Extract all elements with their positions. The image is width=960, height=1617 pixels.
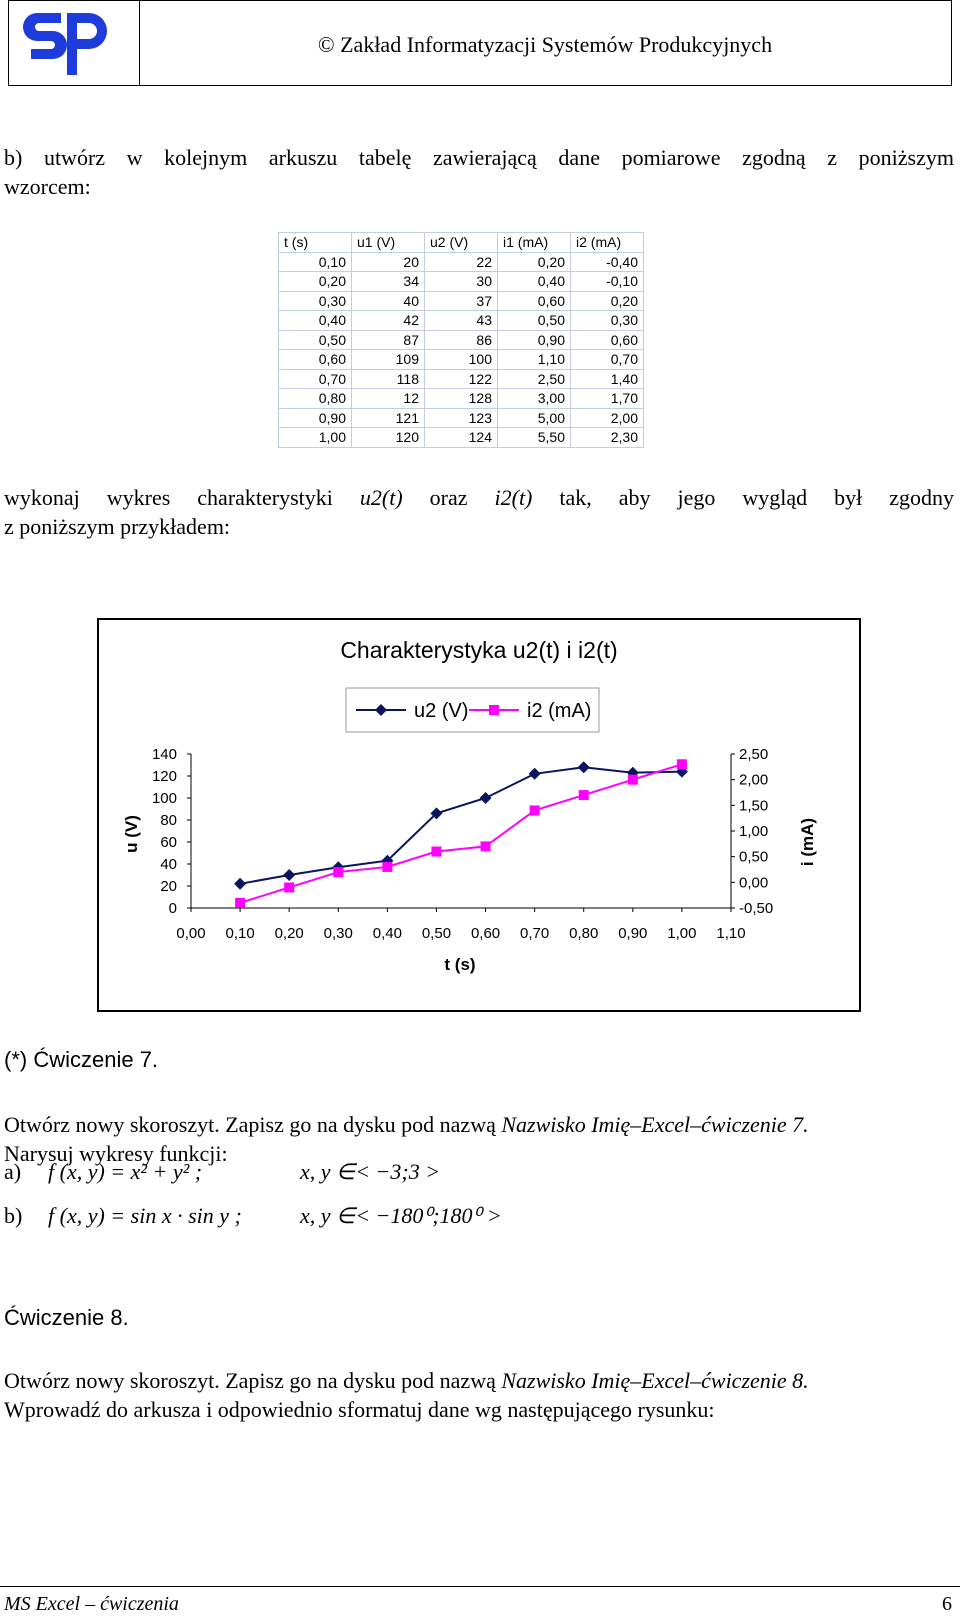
table-row [279,408,644,428]
table-cell: 43 [425,311,498,331]
column-header: u1 (V) [352,233,425,253]
table-cell: 0,40 [498,272,571,292]
table-cell: 5,50 [498,428,571,448]
table-cell: 40 [352,291,425,311]
data-point-i2 [628,775,638,785]
table-cell: 1,70 [571,389,644,409]
table-cell: 121 [352,408,425,428]
formula-b-domain: x, y ∈< −180⁰;180⁰ > [300,1203,502,1228]
page-number: 6 [942,1593,952,1615]
x-tick-label: 0,70 [520,925,550,942]
data-point-u2 [578,761,590,773]
table-cell: -0,10 [571,272,644,292]
footer-divider [0,1586,960,1587]
table-cell: 37 [425,291,498,311]
table-cell: 5,00 [498,408,571,428]
chart-legend [346,688,599,732]
chart-intro-line-1: wykonaj wykres charakterystyki u2(t) oraz i2(t) tak, aby jego wygląd był zgodny [4,485,954,510]
formula-b: b) f (x, y) = sin x · sin y ; x, y ∈< −180⁰;180⁰ > [4,1203,502,1228]
table-row [279,330,644,350]
column-header: u2 (V) [425,233,498,253]
legend-label-u2: u2 (V) [414,700,469,722]
table-cell: 122 [425,369,498,389]
table-cell: 118 [352,369,425,389]
table-cell: 2,50 [498,369,571,389]
footer-title: MS Excel – ćwiczenia [4,1593,179,1615]
x-tick-label: 0,00 [176,925,206,942]
table-cell: 2,30 [571,428,644,448]
y2-tick-label: 1,50 [739,797,769,815]
table-cell: 0,60 [571,330,644,350]
table-cell: 87 [352,330,425,350]
y-tick-label: 40 [160,856,177,873]
formula-a-domain: x, y ∈< −3;3 > [300,1159,441,1184]
intro-line-1: b) utwórz w kolejnym arkuszu tabelę zawierającą dane pomiarowe zgodną z poniższym [4,145,954,170]
data-point-i2 [284,882,294,892]
y2-tick-label: 2,50 [739,746,769,763]
y-axis-label: u (V) [122,815,141,853]
exercise-8-title: Ćwiczenie 8. [4,1305,129,1330]
x-tick-label: 1,10 [716,925,746,942]
table-cell: -0,40 [571,252,644,272]
table-cell: 0,20 [571,291,644,311]
data-point-i2 [431,847,441,857]
table-cell: 1,00 [279,428,352,448]
exercise-7-title: (*) Ćwiczenie 7. [4,1047,159,1072]
y-tick-label: 140 [151,746,177,763]
x-axis-label: t (s) [444,955,476,974]
y-tick-label: 100 [151,790,177,807]
table-cell: 1,10 [498,350,571,370]
table-row [279,350,644,370]
series-line-i2 [240,764,682,903]
chart-title: Charakterystyka u2(t) i i2(t) [340,637,618,663]
formula-a: a) f (x, y) = x² + y² ; x, y ∈< −3;3 > [4,1159,441,1184]
x-tick-label: 0,90 [618,925,648,942]
x-tick-label: 0,50 [421,925,452,942]
table-cell: 3,00 [498,389,571,409]
y2-axis-label: i (mA) [798,817,817,867]
data-point-i2 [481,841,491,851]
x-tick-label: 0,30 [323,925,353,942]
data-point-i2 [677,759,687,769]
chart [99,620,859,1010]
chart-frame [97,618,861,1012]
table-cell: 0,50 [279,330,352,350]
table-cell: 0,30 [571,311,644,331]
table-cell: 30 [425,272,498,292]
column-header: i2 (mA) [571,233,644,253]
y-tick-label: 0 [168,900,177,917]
x-tick-label: 0,10 [225,925,255,942]
table-row [279,389,644,409]
page-header [8,0,952,86]
y2-tick-label: -0,50 [739,900,774,917]
y-tick-label: 120 [151,768,177,785]
exercise-7-line-1: Otwórz nowy skoroszyt. Zapisz go na dysku pod nazwą Nazwisko Imię–Excel–ćwiczenie 7. [4,1112,809,1137]
table-cell: 0,60 [279,350,352,370]
table-cell: 0,90 [279,408,352,428]
x-tick-label: 0,80 [569,925,599,942]
chart-intro-paragraph [4,483,954,541]
formula-a-expression: f (x, y) = x² + y² ; [48,1159,203,1184]
measurement-table [278,232,644,448]
data-point-u2 [234,878,246,890]
table-cell: 0,80 [279,389,352,409]
data-point-i2 [235,898,245,908]
square-marker-icon [489,705,499,715]
header-org-text: © Zakład Informatyzacji Systemów Produkcyjnych [317,32,773,57]
table-cell: 109 [352,350,425,370]
data-point-u2 [283,869,295,881]
data-point-i2 [333,867,343,877]
y2-tick-label: 2,00 [739,771,769,789]
y2-tick-label: 0,50 [739,848,769,866]
table-row [279,252,644,272]
intro-line-2: wzorcem: [4,174,91,199]
table-row [279,291,644,311]
table-cell: 0,90 [498,330,571,350]
table-cell: 42 [352,311,425,331]
table-cell: 0,20 [279,272,352,292]
y2-tick-label: 0,00 [739,874,769,892]
table-cell: 128 [425,389,498,409]
table-cell: 0,20 [498,252,571,272]
table-cell: 12 [352,389,425,409]
x-tick-label: 0,40 [372,925,402,942]
exercise-7-line-2: Narysuj wykresy funkcji: [4,1141,228,1166]
table-row [279,369,644,389]
formula-b-expression: f (x, y) = sin x · sin y ; [48,1203,242,1228]
table-cell: 120 [352,428,425,448]
table-cell: 20 [352,252,425,272]
table-cell: 100 [425,350,498,370]
table-row [279,272,644,292]
table-cell: 0,50 [498,311,571,331]
exercise-8-line-1: Otwórz nowy skoroszyt. Zapisz go na dysku pod nazwą Nazwisko Imię–Excel–ćwiczenie 8. [4,1368,809,1393]
table-cell: 0,60 [498,291,571,311]
zisp-logo-icon [9,1,139,85]
table-cell: 0,70 [571,350,644,370]
y2-tick-label: 1,00 [739,823,769,840]
table-cell: 2,00 [571,408,644,428]
table-row [279,311,644,331]
data-point-u2 [529,768,541,780]
table-cell: 0,10 [279,252,352,272]
data-point-i2 [382,862,392,872]
exercise-8-paragraph [4,1366,956,1424]
legend-label-i2: i2 (mA) [527,700,592,722]
data-point-i2 [530,805,540,815]
table-cell: 34 [352,272,425,292]
table-row [279,428,644,448]
table-cell: 86 [425,330,498,350]
table-cell: 124 [425,428,498,448]
x-tick-label: 0,20 [274,925,304,942]
table-cell: 0,30 [279,291,352,311]
chart-intro-line-2: z poniższym przykładem: [4,514,231,539]
x-tick-label: 0,60 [470,925,501,942]
intro-paragraph [4,143,954,201]
data-point-u2 [480,792,492,804]
y-tick-label: 60 [160,834,177,851]
table-cell: 0,70 [279,369,352,389]
table-cell: 22 [425,252,498,272]
column-header: i1 (mA) [498,233,571,253]
y-tick-label: 80 [160,812,177,829]
table-cell: 123 [425,408,498,428]
table-header-row [279,233,644,253]
exercise-8-line-2: Wprowadź do arkusza i odpowiednio sformatuj dane wg następującego rysunku: [4,1397,715,1422]
data-point-i2 [579,790,589,800]
y-tick-label: 20 [160,878,177,895]
table-cell: 0,40 [279,311,352,331]
table-cell: 1,40 [571,369,644,389]
column-header: t (s) [279,233,352,253]
logo [9,1,140,85]
x-tick-label: 1,00 [667,925,697,942]
